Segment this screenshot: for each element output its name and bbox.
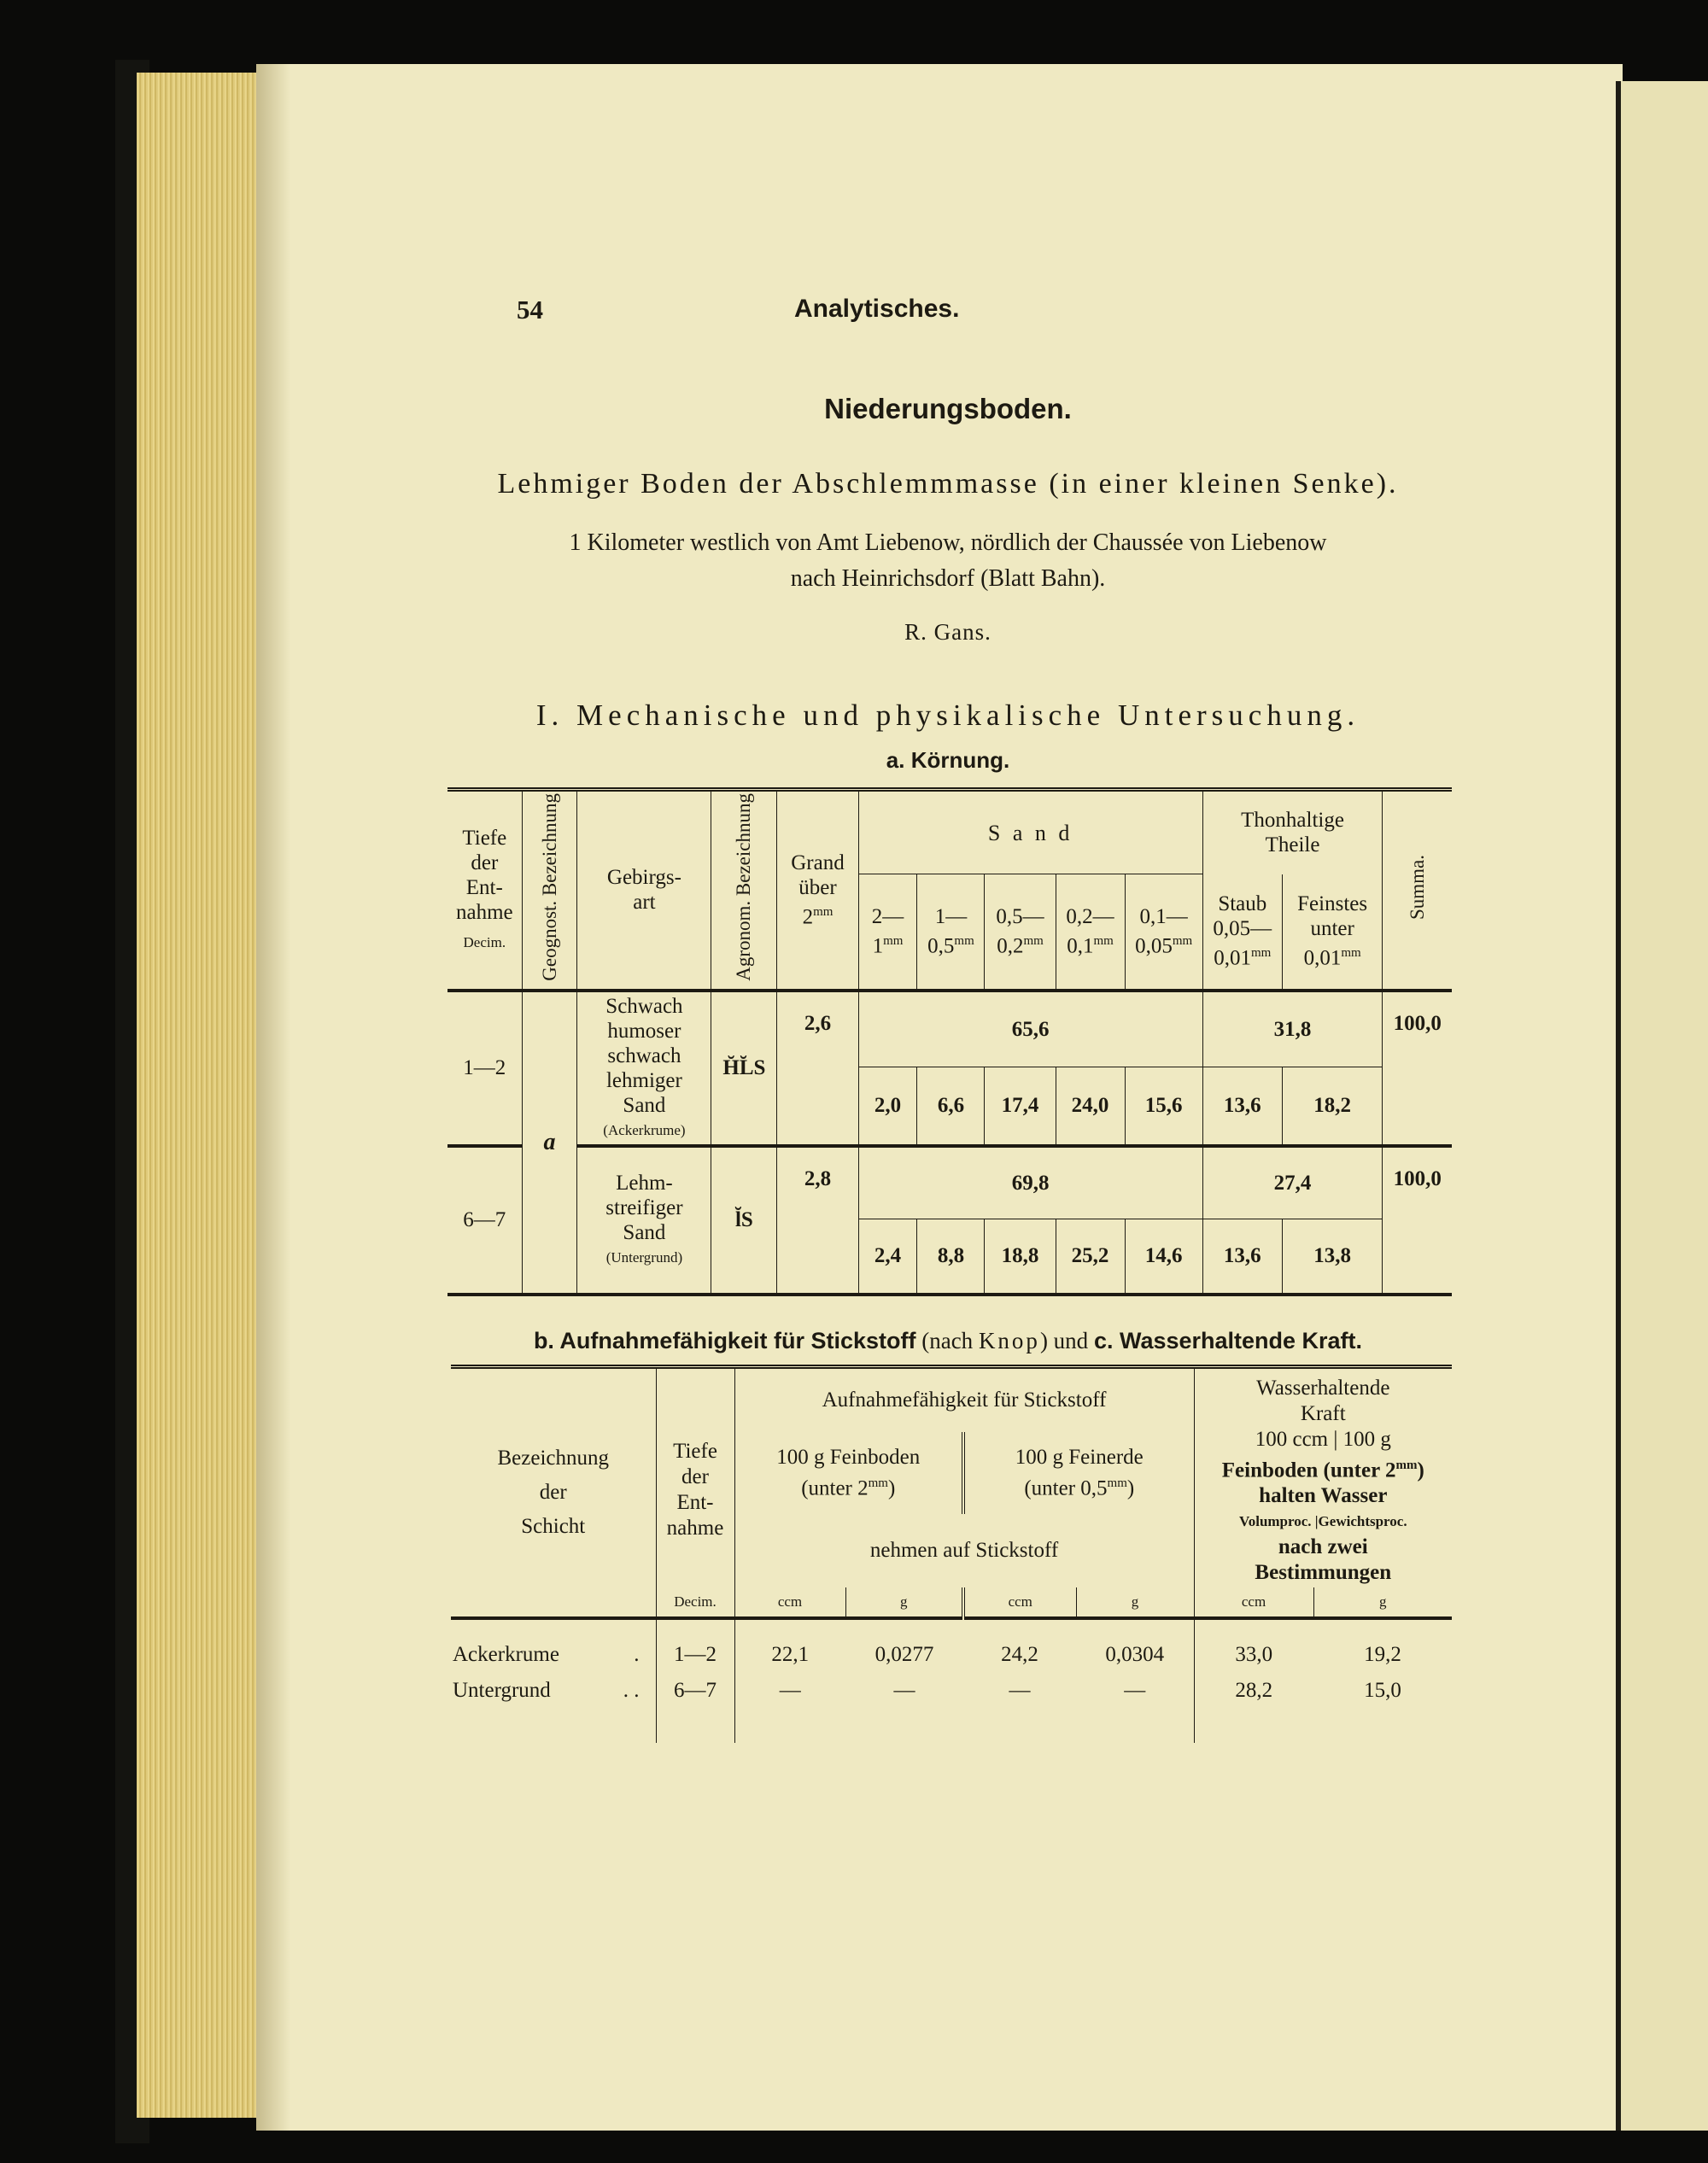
row1-staub: 13,6 [1202, 1067, 1282, 1146]
row2-sand-2-1: 2,4 [858, 1219, 917, 1295]
header-nehmen: nehmen auf Stickstoff [734, 1514, 1194, 1587]
header-sand-02-01: 0,2— $0,1^{mm}$ [1056, 874, 1125, 991]
header-gebirgsart: Gebirgs- art [577, 790, 711, 991]
row1-gebirgsart: Schwach humoser schwach lehmiger Sand (Ackerkrume) [577, 991, 711, 1146]
header-feinboden: 100 g Feinboden (unter $2^{mm}$) [734, 1432, 963, 1514]
untergrund-feinboden-g: — [893, 1679, 915, 1703]
row1-summa: 100,0 [1383, 991, 1452, 1146]
ackerkrume-feinboden-g: 0,0277 [874, 1643, 934, 1667]
row-ackerkrume-label: Ackerkrume . [451, 1637, 656, 1673]
section-1-subtitle: a. Körnung. [886, 747, 1010, 773]
unit-ccm-2: ccm [963, 1587, 1076, 1618]
untergrund-feinerde-g: — [1076, 1673, 1194, 1709]
row2-tiefe: 6—7 [447, 1146, 522, 1295]
location-description [427, 525, 1469, 597]
row2-sand-05-02: 18,8 [985, 1219, 1056, 1295]
header-tiefe: Tiefe der Ent- nahme Decim. [447, 790, 522, 991]
table-row [451, 1673, 1452, 1709]
untergrund-feinerde-ccm: — [1009, 1679, 1031, 1703]
ackerkrume-wasser-g: 19,2 [1364, 1643, 1401, 1667]
header-geognost: Geognost. Bezeichnung [522, 790, 577, 991]
untergrund-wasser-g: 15,0 [1364, 1679, 1401, 1703]
row1-agronom: H̆L̆S [711, 991, 777, 1146]
section-b-title: b. Aufnahmefähigkeit für Stickstoff (nach Knop) und c. Wasserhaltende Kraft. [533, 1328, 1363, 1353]
row-untergrund-tiefe: 6—7 [656, 1673, 734, 1709]
header-sand-05-02: 0,5— $0,2^{mm}$ [985, 874, 1056, 991]
header-aufnahme: Aufnahmefähigkeit für Stickstoff [734, 1367, 1194, 1432]
page-number: 54 [517, 295, 543, 324]
header-thon: Thonhaltige Theile [1202, 790, 1383, 874]
ackerkrume-wasser-ccm: 33,0 [1235, 1643, 1273, 1667]
page-edges [137, 73, 256, 2118]
ackerkrume-feinboden-ccm: 22,1 [771, 1643, 810, 1667]
row1-sand-02-01: 24,0 [1056, 1067, 1125, 1146]
row1-tiefe: 1—2 [447, 991, 522, 1146]
row1-sand-1-05: 6,6 [917, 1067, 985, 1146]
header-tiefe-unit: Decim. [656, 1587, 734, 1618]
table-row [451, 1637, 1452, 1673]
row1-sand-05-02: 17,4 [985, 1067, 1056, 1146]
grain-size-table [447, 787, 1452, 1296]
untergrund-wasser-ccm: 28,2 [1235, 1679, 1273, 1703]
header-sand-1-05: 1— $0,5^{mm}$ [917, 874, 985, 991]
row-untergrund-label: Untergrund . . [451, 1673, 656, 1709]
row2-grand: 2,8 [777, 1146, 858, 1295]
ackerkrume-feinerde-g: 0,0304 [1076, 1637, 1194, 1673]
document-title: Niederungsboden. [824, 393, 1072, 424]
header-bezeichnung: Bezeichnung der Schicht [451, 1367, 656, 1619]
header-sand-01-005: 0,1— $0,05^{mm}$ [1125, 874, 1202, 991]
nitrogen-water-table [451, 1365, 1452, 1743]
row2-gebirgsart: Lehm- streifiger Sand (Untergrund) [577, 1146, 711, 1295]
author: R. Gans. [904, 619, 991, 645]
page-gutter-shade [256, 64, 290, 2131]
header-grand: Grand über $2^{mm}$ [777, 790, 858, 991]
header-feinstes: Feinstes unter $0,01^{mm}$ [1282, 874, 1382, 991]
header-agronom: Agronom. Bezeichnung [711, 790, 777, 991]
row2-agronom: l̆S [711, 1146, 777, 1295]
location-line-1: 1 Kilometer westlich von Amt Liebenow, nördlich der Chaussée von Liebenow [569, 529, 1327, 556]
unit-g-1: g [845, 1587, 963, 1618]
ackerkrume-feinerde-ccm: 24,2 [1001, 1643, 1038, 1667]
unit-ccm-1: ccm [734, 1587, 845, 1618]
row1-thon-total: 31,8 [1202, 991, 1383, 1067]
row1-sand-total: 65,6 [858, 991, 1202, 1067]
header-feinerde: 100 g Feinerde (unter $0,5^{mm}$) [963, 1432, 1194, 1514]
row2-sand-1-05: 8,8 [917, 1219, 985, 1295]
location-line-2: nach Heinrichsdorf (Blatt Bahn). [790, 565, 1106, 592]
row2-sand-total: 69,8 [858, 1146, 1202, 1219]
row2-summa: 100,0 [1383, 1146, 1452, 1295]
untergrund-feinboden-ccm: — [779, 1679, 801, 1703]
unit-g-w: g [1313, 1587, 1452, 1618]
row1-sand-2-1: 2,0 [858, 1067, 917, 1146]
header-staub: Staub 0,05— $0,01^{mm}$ [1202, 874, 1282, 991]
row1-feinstes: 18,2 [1282, 1067, 1382, 1146]
row2-sand-02-01: 25,2 [1056, 1219, 1125, 1295]
row1-sand-01-005: 15,6 [1125, 1067, 1202, 1146]
section-1-title: I. Mechanische und physikalische Untersuchung. [535, 699, 1360, 732]
header-sand-2-1: 2— $1^{mm}$ [858, 874, 917, 991]
running-title: Analytisches. [794, 295, 960, 323]
row2-sand-01-005: 14,6 [1125, 1219, 1202, 1295]
row2-staub: 13,6 [1202, 1219, 1282, 1295]
unit-g-2: g [1076, 1587, 1194, 1618]
row-ackerkrume-tiefe: 1—2 [656, 1637, 734, 1673]
row2-thon-total: 27,4 [1202, 1146, 1383, 1219]
row1-grand: 2,6 [777, 991, 858, 1146]
header-summa: Summa. [1383, 790, 1452, 991]
document-subtitle: Lehmiger Boden der Abschlemmmasse (in einer kleinen Senke). [497, 468, 1399, 500]
header-sand: S a n d [858, 790, 1202, 874]
header-wasser: Wasserhaltende Kraft 100 ccm | 100 g Feinboden (unter $2^{mm}$) halten Wasser Volumproc. |Gewichtsproc. nach zwei Bestimmungen [1221, 1377, 1424, 1585]
unit-ccm-w: ccm [1194, 1587, 1313, 1618]
geognost-value: a [522, 991, 577, 1295]
facing-page-edge [1616, 81, 1708, 2131]
header-tiefe-2: Tiefe der Ent- nahme [656, 1367, 734, 1588]
row2-feinstes: 13,8 [1282, 1219, 1382, 1295]
